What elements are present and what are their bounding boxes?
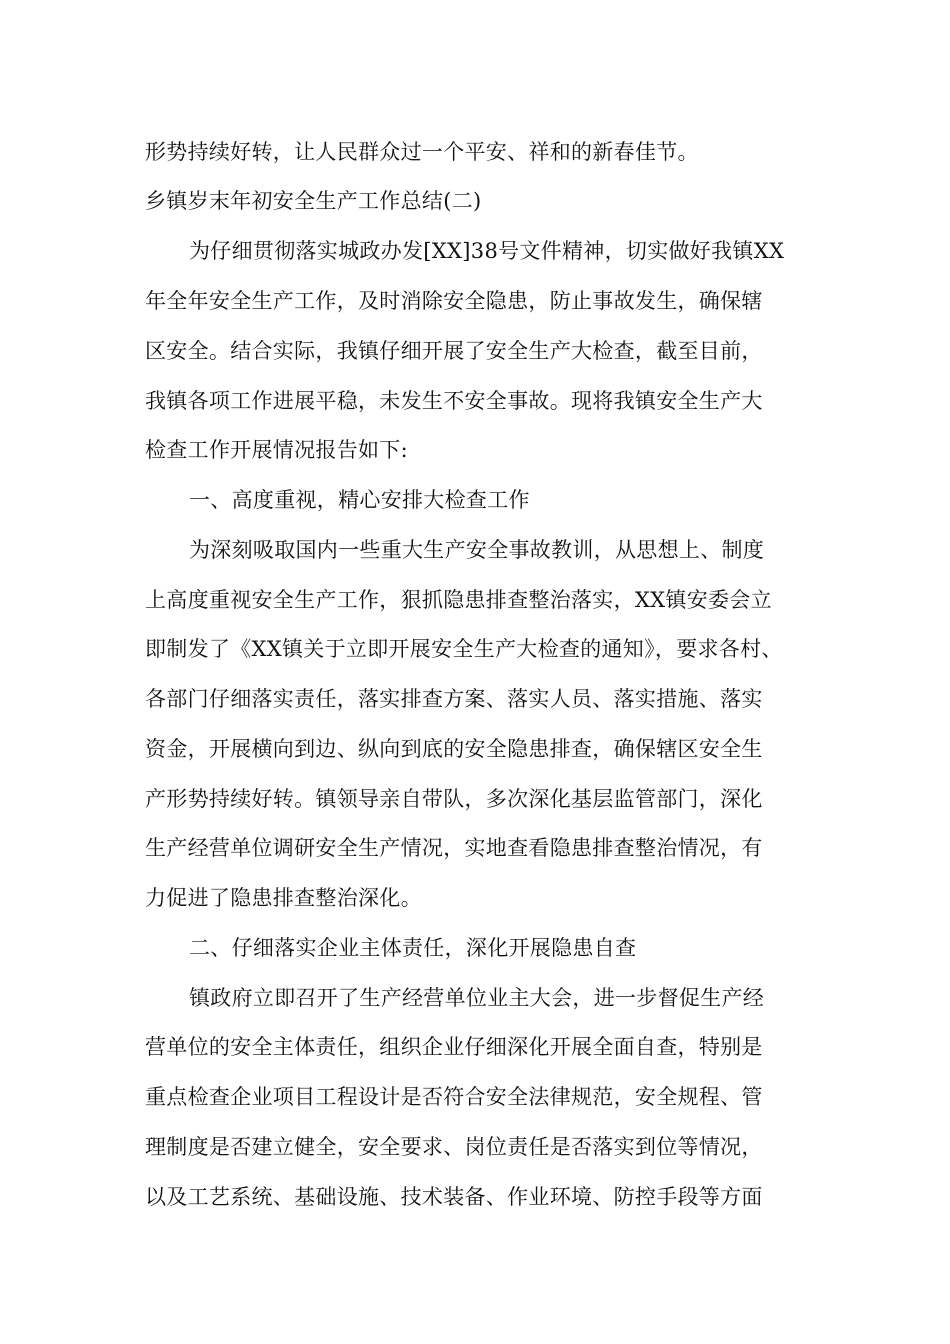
paragraph-line: 镇政府立即召开了生产经营单位业主大会，进一步督促生产经 <box>189 986 765 1010</box>
text-line-continuation: 形势持续好转，让人民群众过一个平安、祥和的新春佳节。 <box>145 140 699 164</box>
heading-one: 一、高度重视，精心安排大检查工作 <box>189 488 530 512</box>
paragraph-line: 以及工艺系统、基础设施、技术装备、作业环境、防控手段等方面 <box>145 1185 763 1209</box>
paragraph-line: 上高度重视安全生产工作，狠抓隐患排查整治落实，XX镇安委会立 <box>145 588 772 612</box>
paragraph-line: 即制发了《XX镇关于立即开展安全生产大检查的通知》，要求各村、 <box>145 637 783 661</box>
paragraph-line: 重点检查企业项目工程设计是否符合安全法律规范，安全规程、管 <box>145 1085 763 1109</box>
section-title: 乡镇岁末年初安全生产工作总结(二) <box>145 189 482 213</box>
paragraph-line: 理制度是否建立健全，安全要求、岗位责任是否落实到位等情况， <box>145 1135 763 1159</box>
paragraph-line: 区安全。结合实际，我镇仔细开展了安全生产大检查，截至目前， <box>145 339 763 363</box>
paragraph-line: 生产经营单位调研安全生产情况，实地查看隐患排查整治情况，有 <box>145 836 763 860</box>
paragraph-line: 我镇各项工作进展平稳，未发生不安全事故。现将我镇安全生产大 <box>145 389 763 413</box>
paragraph-line: 为仔细贯彻落实城政办发[XX]38号文件精神，切实做好我镇XX <box>189 239 785 263</box>
heading-two: 二、仔细落实企业主体责任，深化开展隐患自查 <box>189 936 637 960</box>
paragraph-line: 营单位的安全主体责任，组织企业仔细深化开展全面自查，特别是 <box>145 1035 763 1059</box>
paragraph-line: 产形势持续好转。镇领导亲自带队，多次深化基层监管部门，深化 <box>145 787 763 811</box>
paragraph-line: 检查工作开展情况报告如下: <box>145 438 408 462</box>
paragraph-line: 力促进了隐患排查整治深化。 <box>145 886 422 910</box>
paragraph-line: 各部门仔细落实责任，落实排查方案、落实人员、落实措施、落实 <box>145 687 763 711</box>
paragraph-line: 年全年安全生产工作，及时消除安全隐患，防止事故发生，确保辖 <box>145 289 763 313</box>
paragraph-line: 资金，开展横向到边、纵向到底的安全隐患排查，确保辖区安全生 <box>145 737 763 761</box>
paragraph-line: 为深刻吸取国内一些重大生产安全事故教训，从思想上、制度 <box>189 538 765 562</box>
